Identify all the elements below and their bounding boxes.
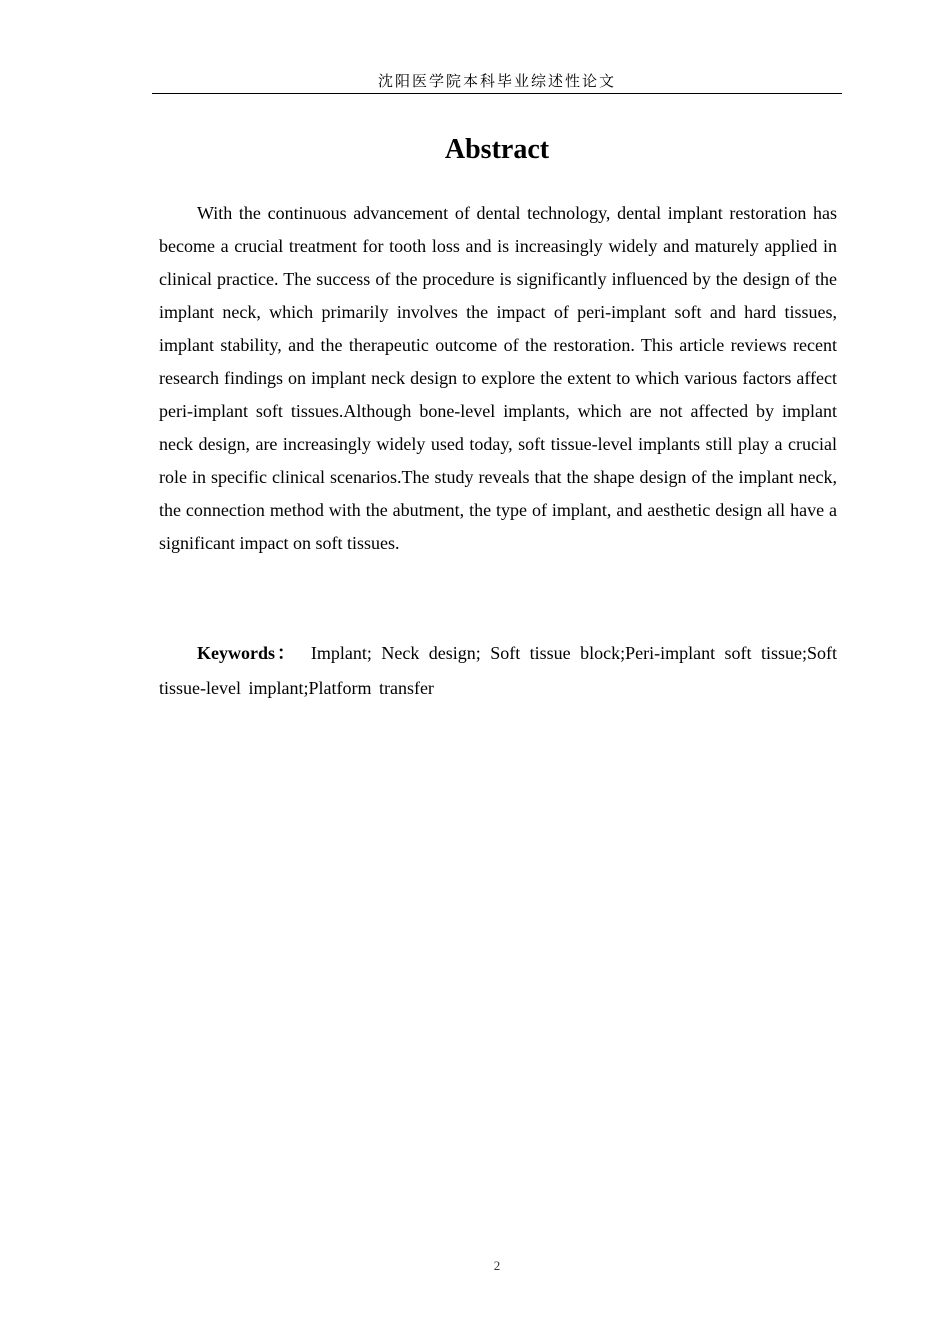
keywords-paragraph [159, 636, 837, 706]
keywords-label: Keywords [197, 643, 275, 663]
running-header: 沈阳医学院本科毕业综述性论文 [377, 72, 616, 90]
keywords-colon: ： [275, 643, 297, 664]
keywords-text: Implant; Neck design; Soft tissue block;Peri-implant soft tissue;Soft tissue-level implant;Platform transfer [159, 643, 838, 698]
abstract-paragraph: With the continuous advancement of dental technology, dental implant restoration has become a crucial treatment for tooth loss and is increasingly widely and maturely applied in clinical practice. The success of the procedure is significantly influenced by the design of the implant neck, which primarily involves the impact of peri-implant soft and hard tissues, implant stability, and the therapeutic outcome of the restoration. This article reviews recent research findings on implant neck design to explore the extent to which various factors affect peri-implant soft tissues.Although bone-level implants, which are not affected by implant neck design, are increasingly widely used today, soft tissue-level implants still play a crucial role in specific clinical scenarios.The study reveals that the shape design of the implant neck, the connection method with the abutment, the type of implant, and aesthetic design all have a significant impact on soft tissues. [159, 203, 837, 553]
header-rule [152, 93, 842, 94]
page-number: 2 [493, 1258, 501, 1273]
abstract-title: Abstract [444, 134, 550, 165]
